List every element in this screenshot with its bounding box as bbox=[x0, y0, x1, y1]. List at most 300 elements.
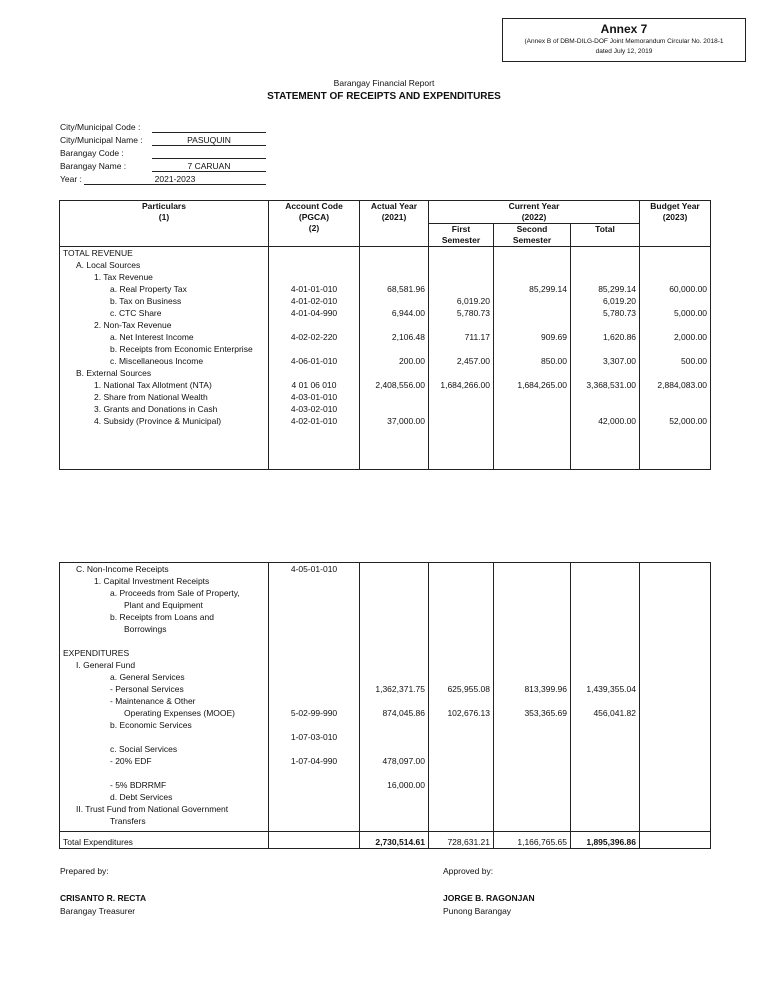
amount-cell bbox=[360, 743, 429, 755]
amount-cell bbox=[494, 319, 571, 331]
amount-cell: 102,676.13 bbox=[429, 707, 494, 719]
total-expenditures-row bbox=[60, 832, 711, 849]
table-row bbox=[60, 731, 711, 743]
header-actual-year: Actual Year (2021) bbox=[360, 201, 429, 247]
table-row bbox=[60, 767, 711, 779]
amount-cell bbox=[640, 575, 711, 587]
amount-cell bbox=[640, 367, 711, 379]
particulars-cell: C. Non-Income Receipts bbox=[60, 563, 269, 576]
total-amount bbox=[640, 832, 711, 849]
amount-cell bbox=[360, 695, 429, 707]
amount-cell bbox=[571, 755, 640, 767]
particulars-cell: c. Miscellaneous Income bbox=[60, 355, 269, 367]
amount-cell bbox=[640, 635, 711, 647]
amount-cell: 2,106.48 bbox=[360, 331, 429, 343]
account-code-cell: 4-01-01-010 bbox=[269, 283, 360, 295]
amount-cell bbox=[571, 635, 640, 647]
approved-by-label: Approved by: bbox=[443, 866, 494, 876]
amount-cell bbox=[640, 343, 711, 355]
blank-row bbox=[60, 427, 711, 470]
amount-cell bbox=[640, 755, 711, 767]
amount-cell bbox=[494, 599, 571, 611]
annex-subtitle-1: (Annex B of DBM-DILG-DOF Joint Memorandum Circular No. 2018-1 bbox=[524, 38, 724, 45]
revenue-table bbox=[59, 200, 711, 470]
amount-cell bbox=[360, 647, 429, 659]
amount-cell: 1,362,371.75 bbox=[360, 683, 429, 695]
account-code-cell: 1-07-03-010 bbox=[269, 731, 360, 743]
amount-cell bbox=[640, 295, 711, 307]
amount-cell bbox=[571, 779, 640, 791]
amount-cell bbox=[429, 319, 494, 331]
particulars-cell: d. Debt Services bbox=[60, 791, 269, 803]
amount-cell: 3,307.00 bbox=[571, 355, 640, 367]
account-code-cell bbox=[269, 719, 360, 731]
amount-cell bbox=[429, 283, 494, 295]
amount-cell bbox=[429, 415, 494, 427]
amount-cell bbox=[494, 271, 571, 283]
amount-cell bbox=[360, 803, 429, 815]
amount-cell bbox=[429, 271, 494, 283]
header-current-year: Current Year (2022) bbox=[429, 201, 640, 224]
amount-cell bbox=[640, 779, 711, 791]
table-row bbox=[60, 707, 711, 719]
particulars-cell: EXPENDITURES bbox=[60, 647, 269, 659]
account-code-cell: 4-01-02-010 bbox=[269, 295, 360, 307]
account-code-cell bbox=[269, 623, 360, 635]
approved-by-name: JORGE B. RAGONJAN bbox=[443, 893, 535, 903]
amount-cell bbox=[571, 575, 640, 587]
amount-cell bbox=[494, 391, 571, 403]
amount-cell bbox=[640, 767, 711, 779]
amount-cell: 1,684,266.00 bbox=[429, 379, 494, 391]
account-code-cell: 1-07-04-990 bbox=[269, 755, 360, 767]
amount-cell: 353,365.69 bbox=[494, 707, 571, 719]
amount-cell bbox=[360, 271, 429, 283]
blank-cell bbox=[640, 427, 711, 470]
amount-cell bbox=[640, 647, 711, 659]
particulars-cell: b. Receipts from Economic Enterprise bbox=[60, 343, 269, 355]
amount-cell: 6,019.20 bbox=[429, 295, 494, 307]
amount-cell bbox=[494, 719, 571, 731]
amount-cell bbox=[571, 611, 640, 623]
amount-cell bbox=[429, 599, 494, 611]
particulars-cell: a. Proceeds from Sale of Property, bbox=[60, 587, 269, 599]
blank-cell bbox=[429, 427, 494, 470]
account-code-cell: 4-06-01-010 bbox=[269, 355, 360, 367]
account-code-cell bbox=[269, 575, 360, 587]
amount-cell bbox=[640, 731, 711, 743]
amount-cell bbox=[640, 587, 711, 599]
amount-cell bbox=[494, 623, 571, 635]
amount-cell bbox=[429, 767, 494, 779]
amount-cell bbox=[640, 623, 711, 635]
table-row bbox=[60, 391, 711, 403]
prepared-by-title: Barangay Treasurer bbox=[60, 906, 136, 916]
amount-cell bbox=[429, 671, 494, 683]
account-code-cell bbox=[269, 671, 360, 683]
account-code-cell bbox=[269, 599, 360, 611]
amount-cell: 813,399.96 bbox=[494, 683, 571, 695]
amount-cell bbox=[494, 563, 571, 576]
account-code-cell bbox=[269, 271, 360, 283]
amount-cell bbox=[360, 563, 429, 576]
header-particulars: Particulars (1) bbox=[60, 201, 269, 247]
amount-cell bbox=[571, 391, 640, 403]
account-code-cell bbox=[269, 683, 360, 695]
amount-cell bbox=[360, 659, 429, 671]
amount-cell bbox=[429, 403, 494, 415]
table-row bbox=[60, 259, 711, 271]
particulars-cell: b. Economic Services bbox=[60, 719, 269, 731]
amount-cell bbox=[571, 259, 640, 271]
amount-cell: 52,000.00 bbox=[640, 415, 711, 427]
amount-cell: 456,041.82 bbox=[571, 707, 640, 719]
amount-cell bbox=[640, 695, 711, 707]
total-amount: 1,166,765.65 bbox=[494, 832, 571, 849]
amount-cell bbox=[571, 743, 640, 755]
amount-cell bbox=[360, 767, 429, 779]
account-code-cell bbox=[269, 803, 360, 815]
amount-cell bbox=[360, 731, 429, 743]
year-value: 2021-2023 bbox=[84, 174, 266, 185]
table-row bbox=[60, 791, 711, 803]
table-row bbox=[60, 659, 711, 671]
amount-cell bbox=[571, 271, 640, 283]
table-row bbox=[60, 415, 711, 427]
amount-cell bbox=[494, 259, 571, 271]
amount-cell: 42,000.00 bbox=[571, 415, 640, 427]
amount-cell: 5,780.73 bbox=[429, 307, 494, 319]
amount-cell: 2,000.00 bbox=[640, 331, 711, 343]
amount-cell bbox=[640, 719, 711, 731]
barangay-code-value bbox=[152, 148, 266, 159]
table-row bbox=[60, 779, 711, 791]
amount-cell bbox=[494, 575, 571, 587]
table-row bbox=[60, 379, 711, 391]
table-row bbox=[60, 319, 711, 331]
total-label: Total Expenditures bbox=[60, 832, 269, 849]
amount-cell bbox=[571, 647, 640, 659]
amount-cell: 2,457.00 bbox=[429, 355, 494, 367]
particulars-cell: b. Tax on Business bbox=[60, 295, 269, 307]
amount-cell bbox=[640, 319, 711, 331]
amount-cell bbox=[494, 367, 571, 379]
amount-cell: 3,368,531.00 bbox=[571, 379, 640, 391]
amount-cell bbox=[571, 623, 640, 635]
table-row bbox=[60, 635, 711, 647]
amount-cell bbox=[360, 671, 429, 683]
amount-cell bbox=[571, 695, 640, 707]
table-row bbox=[60, 403, 711, 415]
amount-cell bbox=[571, 815, 640, 827]
particulars-cell: c. Social Services bbox=[60, 743, 269, 755]
amount-cell: 60,000.00 bbox=[640, 283, 711, 295]
particulars-cell: I. General Fund bbox=[60, 659, 269, 671]
amount-cell: 5,780.73 bbox=[571, 307, 640, 319]
amount-cell bbox=[640, 259, 711, 271]
amount-cell: 1,620.86 bbox=[571, 331, 640, 343]
amount-cell bbox=[571, 319, 640, 331]
amount-cell bbox=[494, 791, 571, 803]
amount-cell bbox=[360, 791, 429, 803]
amount-cell bbox=[360, 259, 429, 271]
amount-cell: 6,019.20 bbox=[571, 295, 640, 307]
amount-cell bbox=[429, 635, 494, 647]
header-account-code: Account Code (PGCA) (2) bbox=[269, 201, 360, 247]
amount-cell bbox=[360, 319, 429, 331]
amount-cell bbox=[494, 803, 571, 815]
amount-cell bbox=[571, 587, 640, 599]
annex-title: Annex 7 bbox=[600, 22, 648, 36]
total-amount: 728,631.21 bbox=[429, 832, 494, 849]
particulars-cell: A. Local Sources bbox=[60, 259, 269, 271]
table-row bbox=[60, 271, 711, 283]
table-row bbox=[60, 575, 711, 587]
particulars-cell: II. Trust Fund from National Government bbox=[60, 803, 269, 815]
blank-cell bbox=[571, 427, 640, 470]
particulars-cell: - 5% BDRRMF bbox=[60, 779, 269, 791]
account-code-cell: 4-03-01-010 bbox=[269, 391, 360, 403]
account-code-cell: 5-02-99-990 bbox=[269, 707, 360, 719]
amount-cell bbox=[494, 307, 571, 319]
amount-cell bbox=[429, 247, 494, 260]
account-code-cell: 4-05-01-010 bbox=[269, 563, 360, 576]
amount-cell bbox=[429, 659, 494, 671]
blank-cell bbox=[269, 427, 360, 470]
account-code-cell bbox=[269, 659, 360, 671]
amount-cell bbox=[360, 611, 429, 623]
amount-cell bbox=[429, 743, 494, 755]
amount-cell bbox=[429, 803, 494, 815]
amount-cell bbox=[571, 247, 640, 260]
amount-cell: 5,000.00 bbox=[640, 307, 711, 319]
particulars-cell: 1. Capital Investment Receipts bbox=[60, 575, 269, 587]
account-code-cell bbox=[269, 635, 360, 647]
account-code-cell bbox=[269, 343, 360, 355]
amount-cell bbox=[571, 659, 640, 671]
amount-cell bbox=[360, 599, 429, 611]
amount-cell: 2,884,083.00 bbox=[640, 379, 711, 391]
table-row bbox=[60, 599, 711, 611]
account-code-cell bbox=[269, 779, 360, 791]
amount-cell bbox=[494, 247, 571, 260]
amount-cell bbox=[571, 731, 640, 743]
annex-box bbox=[502, 18, 746, 62]
amount-cell bbox=[429, 391, 494, 403]
account-code-cell bbox=[269, 695, 360, 707]
particulars-cell: B. External Sources bbox=[60, 367, 269, 379]
amount-cell bbox=[494, 295, 571, 307]
amount-cell bbox=[360, 391, 429, 403]
approved-by-title: Punong Barangay bbox=[443, 906, 512, 916]
account-code-cell bbox=[269, 611, 360, 623]
amount-cell bbox=[429, 259, 494, 271]
barangay-code-label: Barangay Code : bbox=[60, 148, 124, 158]
amount-cell bbox=[429, 755, 494, 767]
account-code-cell: 4-02-02-220 bbox=[269, 331, 360, 343]
amount-cell bbox=[494, 611, 571, 623]
particulars-cell: 2. Non-Tax Revenue bbox=[60, 319, 269, 331]
account-code-cell bbox=[269, 319, 360, 331]
account-code-cell bbox=[269, 367, 360, 379]
total-amount: 1,895,396.86 bbox=[571, 832, 640, 849]
account-code-cell bbox=[269, 767, 360, 779]
particulars-cell: - Personal Services bbox=[60, 683, 269, 695]
table-row bbox=[60, 719, 711, 731]
amount-cell bbox=[494, 743, 571, 755]
particulars-cell: c. CTC Share bbox=[60, 307, 269, 319]
amount-cell bbox=[494, 647, 571, 659]
particulars-cell: Plant and Equipment bbox=[60, 599, 269, 611]
amount-cell bbox=[429, 719, 494, 731]
particulars-cell: TOTAL REVENUE bbox=[60, 247, 269, 260]
amount-cell: 478,097.00 bbox=[360, 755, 429, 767]
amount-cell bbox=[640, 815, 711, 827]
header-first-semester: First Semester bbox=[429, 224, 494, 247]
amount-cell bbox=[429, 587, 494, 599]
account-code-cell: 4-03-02-010 bbox=[269, 403, 360, 415]
amount-cell bbox=[429, 563, 494, 576]
particulars-cell: 1. Tax Revenue bbox=[60, 271, 269, 283]
table-row bbox=[60, 611, 711, 623]
particulars-cell: b. Receipts from Loans and bbox=[60, 611, 269, 623]
table-row bbox=[60, 355, 711, 367]
amount-cell bbox=[571, 563, 640, 576]
particulars-cell: - Maintenance & Other bbox=[60, 695, 269, 707]
table-row bbox=[60, 367, 711, 379]
table-row bbox=[60, 283, 711, 295]
amount-cell: 1,439,355.04 bbox=[571, 683, 640, 695]
city-name-value: PASUQUIN bbox=[152, 135, 266, 146]
amount-cell bbox=[571, 803, 640, 815]
amount-cell: 500.00 bbox=[640, 355, 711, 367]
amount-cell bbox=[494, 815, 571, 827]
account-code-cell bbox=[269, 587, 360, 599]
particulars-cell: 1. National Tax Allotment (NTA) bbox=[60, 379, 269, 391]
amount-cell bbox=[571, 767, 640, 779]
amount-cell bbox=[360, 247, 429, 260]
amount-cell bbox=[571, 599, 640, 611]
table-row bbox=[60, 343, 711, 355]
amount-cell bbox=[494, 415, 571, 427]
table-row bbox=[60, 695, 711, 707]
particulars-cell: Borrowings bbox=[60, 623, 269, 635]
amount-cell bbox=[494, 403, 571, 415]
amount-cell bbox=[571, 671, 640, 683]
table-row bbox=[60, 647, 711, 659]
amount-cell bbox=[360, 575, 429, 587]
amount-cell bbox=[429, 367, 494, 379]
table-row bbox=[60, 671, 711, 683]
header-second-semester: Second Semester bbox=[494, 224, 571, 247]
amount-cell bbox=[571, 367, 640, 379]
amount-cell: 2,408,556.00 bbox=[360, 379, 429, 391]
amount-cell bbox=[429, 343, 494, 355]
particulars-cell: 4. Subsidy (Province & Municipal) bbox=[60, 415, 269, 427]
table-row bbox=[60, 755, 711, 767]
account-code-cell: 4-02-01-010 bbox=[269, 415, 360, 427]
account-code-cell bbox=[269, 247, 360, 260]
amount-cell bbox=[360, 635, 429, 647]
city-code-label: City/Municipal Code : bbox=[60, 122, 141, 132]
amount-cell bbox=[640, 403, 711, 415]
blank-cell bbox=[60, 427, 269, 470]
amount-cell bbox=[640, 391, 711, 403]
particulars-cell bbox=[60, 635, 269, 647]
particulars-cell: a. Real Property Tax bbox=[60, 283, 269, 295]
city-name-label: City/Municipal Name : bbox=[60, 135, 143, 145]
amount-cell bbox=[429, 731, 494, 743]
table-row bbox=[60, 623, 711, 635]
amount-cell bbox=[494, 635, 571, 647]
amount-cell bbox=[360, 295, 429, 307]
amount-cell bbox=[360, 587, 429, 599]
table-row bbox=[60, 803, 711, 815]
amount-cell bbox=[360, 403, 429, 415]
amount-cell bbox=[494, 659, 571, 671]
amount-cell bbox=[640, 707, 711, 719]
table-row bbox=[60, 587, 711, 599]
particulars-cell: 3. Grants and Donations in Cash bbox=[60, 403, 269, 415]
annex-subtitle-2: dated July 12, 2019 bbox=[595, 48, 653, 55]
expenditure-table bbox=[59, 562, 711, 849]
amount-cell bbox=[429, 815, 494, 827]
account-code-cell bbox=[269, 259, 360, 271]
table-row bbox=[60, 815, 711, 827]
barangay-name-label: Barangay Name : bbox=[60, 161, 127, 171]
amount-cell bbox=[494, 671, 571, 683]
amount-cell: 6,944.00 bbox=[360, 307, 429, 319]
amount-cell bbox=[494, 343, 571, 355]
blank-cell bbox=[360, 427, 429, 470]
city-code-value bbox=[152, 122, 266, 133]
particulars-cell: a. Net Interest Income bbox=[60, 331, 269, 343]
particulars-cell: Transfers bbox=[60, 815, 269, 827]
amount-cell bbox=[640, 683, 711, 695]
amount-cell bbox=[494, 731, 571, 743]
amount-cell bbox=[640, 743, 711, 755]
account-code-cell bbox=[269, 791, 360, 803]
amount-cell bbox=[429, 623, 494, 635]
particulars-cell: Operating Expenses (MOOE) bbox=[60, 707, 269, 719]
prepared-by-label: Prepared by: bbox=[60, 866, 109, 876]
prepared-by-name: CRISANTO R. RECTA bbox=[60, 893, 147, 903]
account-code-cell bbox=[269, 743, 360, 755]
amount-cell bbox=[571, 403, 640, 415]
main-title: STATEMENT OF RECEIPTS AND EXPENDITURES bbox=[267, 91, 501, 102]
amount-cell: 85,299.14 bbox=[494, 283, 571, 295]
header-budget-year: Budget Year (2023) bbox=[640, 201, 711, 247]
account-code-cell: 4 01 06 010 bbox=[269, 379, 360, 391]
amount-cell bbox=[571, 719, 640, 731]
table-row bbox=[60, 563, 711, 576]
amount-cell bbox=[640, 563, 711, 576]
amount-cell bbox=[494, 755, 571, 767]
amount-cell bbox=[429, 791, 494, 803]
amount-cell bbox=[494, 695, 571, 707]
amount-cell bbox=[571, 791, 640, 803]
amount-cell: 850.00 bbox=[494, 355, 571, 367]
amount-cell bbox=[640, 659, 711, 671]
account-code-cell bbox=[269, 815, 360, 827]
amount-cell bbox=[429, 695, 494, 707]
particulars-cell bbox=[60, 767, 269, 779]
table-row bbox=[60, 295, 711, 307]
particulars-cell: a. General Services bbox=[60, 671, 269, 683]
amount-cell bbox=[429, 575, 494, 587]
amount-cell: 16,000.00 bbox=[360, 779, 429, 791]
amount-cell bbox=[360, 367, 429, 379]
